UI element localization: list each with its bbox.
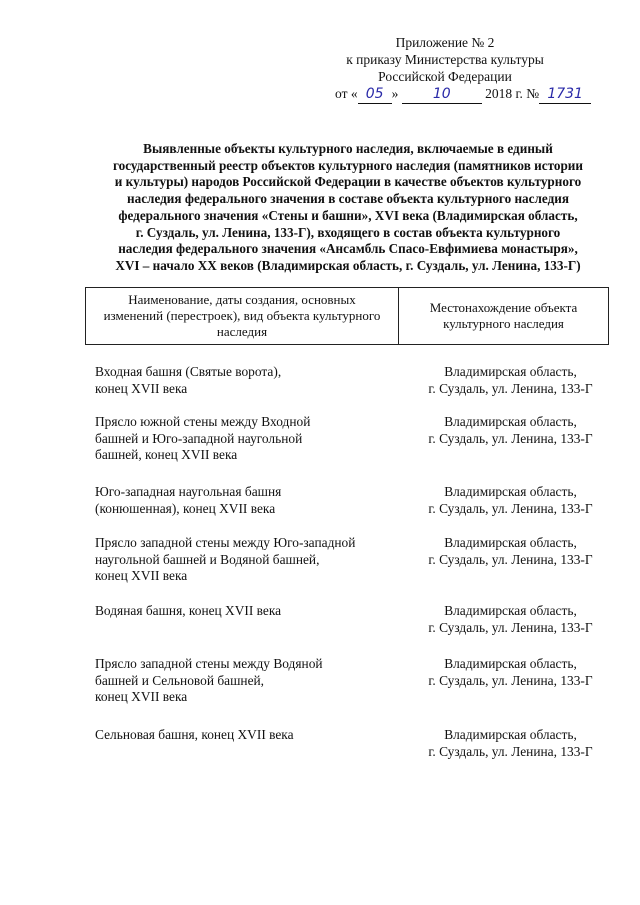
object-name [85, 414, 398, 464]
column-header-location [399, 288, 608, 344]
title-line: XVI – начало XX веков (Владимирская область, г. Суздаль, ул. Ленина, 133-Г) [115, 257, 581, 273]
title-line: г. Суздаль, ул. Ленина, 133-Г), входящего в состав объекта культурного [135, 224, 561, 240]
title-line: Выявленные объекты культурного наследия, включаемые в единый [143, 141, 553, 156]
text-line: Прясло западной стены между Водяной [95, 656, 323, 671]
order-year: 2018 г. № [485, 86, 540, 101]
object-location [398, 603, 609, 636]
header-text-line: изменений (перестроек), вид объекта культурного [103, 308, 381, 323]
object-name [85, 727, 398, 760]
object-location [398, 535, 609, 585]
text-line: конец XVII века [95, 568, 188, 583]
order-prefix: от « [335, 86, 358, 101]
text-line: Юго-западная наугольная башня [95, 484, 282, 499]
object-location [398, 414, 609, 464]
object-location [398, 364, 609, 397]
text-line: башней, конец XVII века [95, 447, 238, 462]
table-header [85, 287, 609, 345]
object-name [85, 656, 398, 706]
text-line: г. Суздаль, ул. Ленина, 133-Г [428, 430, 593, 446]
object-name [85, 603, 398, 636]
text-line: Прясло южной стены между Входной [95, 414, 311, 429]
text-line: Входная башня (Святые ворота), [95, 364, 282, 379]
text-line: наугольной башней и Водяной башней, [95, 551, 320, 567]
text-line: башней и Юго-западной наугольной [95, 430, 303, 446]
title-line: и культуры) народов Российской Федерации в качестве объектов культурного [114, 174, 582, 190]
text-line: (конюшенная), конец XVII века [95, 500, 276, 516]
table-row [85, 727, 609, 760]
table-row [85, 603, 609, 636]
table-row [85, 364, 609, 397]
order-day-handwritten: 05 [365, 86, 384, 102]
text-line: г. Суздаль, ул. Ленина, 133-Г [428, 619, 593, 635]
text-line: г. Суздаль, ул. Ленина, 133-Г [428, 743, 593, 759]
object-name [85, 535, 398, 585]
document-title [88, 141, 608, 275]
title-line: наследия федерального значения «Ансамбль Спасо-Евфимиева монастыря», [118, 241, 578, 257]
header-text-line: Наименование, даты создания, основных [128, 292, 356, 307]
header-text-line: наследия [216, 324, 268, 339]
text-line: конец XVII века [95, 380, 188, 396]
order-number-handwritten: 1731 [547, 86, 583, 102]
object-location [398, 727, 609, 760]
title-line: федерального значения «Стены и башни», XVI века (Владимирская область, [118, 207, 578, 223]
text-line: Водяная башня, конец XVII века [95, 603, 282, 618]
appendix-header [300, 34, 590, 85]
title-line: государственный реестр объектов культурного наследия (памятников истории [112, 157, 583, 173]
column-header-name [86, 288, 399, 344]
text-line: Владимирская область, [444, 484, 577, 499]
title-line: наследия федерального значения в составе объекта культурного наследия [127, 191, 569, 207]
text-line: Владимирская область, [444, 656, 577, 671]
order-mid: » [391, 86, 399, 101]
text-line: Сельновая башня, конец XVII века [95, 727, 294, 742]
object-name [85, 364, 398, 397]
text-line: башней и Сельновой башней, [95, 672, 265, 688]
table-row [85, 656, 609, 706]
order-date-line [335, 85, 625, 104]
appendix-ministry: Российской Федерации [378, 69, 512, 84]
appendix-order-ref: к приказу Министерства культуры [346, 52, 544, 67]
text-line: Владимирская область, [444, 364, 577, 379]
text-line: конец XVII века [95, 689, 188, 704]
text-line: Владимирская область, [444, 603, 577, 618]
table-row [85, 484, 609, 517]
text-line: Владимирская область, [444, 535, 577, 550]
text-line: Прясло западной стены между Юго-западной [95, 535, 356, 550]
table-row [85, 535, 609, 585]
text-line: г. Суздаль, ул. Ленина, 133-Г [428, 380, 593, 396]
text-line: г. Суздаль, ул. Ленина, 133-Г [428, 672, 593, 688]
text-line: Владимирская область, [444, 414, 577, 429]
table-row [85, 414, 609, 464]
text-line: г. Суздаль, ул. Ленина, 133-Г [428, 500, 593, 516]
header-text-line: Местонахождение объекта [429, 300, 578, 315]
object-name [85, 484, 398, 517]
order-month-handwritten: 10 [432, 86, 451, 102]
object-location [398, 656, 609, 706]
text-line: г. Суздаль, ул. Ленина, 133-Г [428, 551, 593, 567]
object-location [398, 484, 609, 517]
header-text-line: культурного наследия [443, 316, 564, 331]
text-line: Владимирская область, [444, 727, 577, 742]
appendix-number: Приложение № 2 [395, 35, 495, 50]
